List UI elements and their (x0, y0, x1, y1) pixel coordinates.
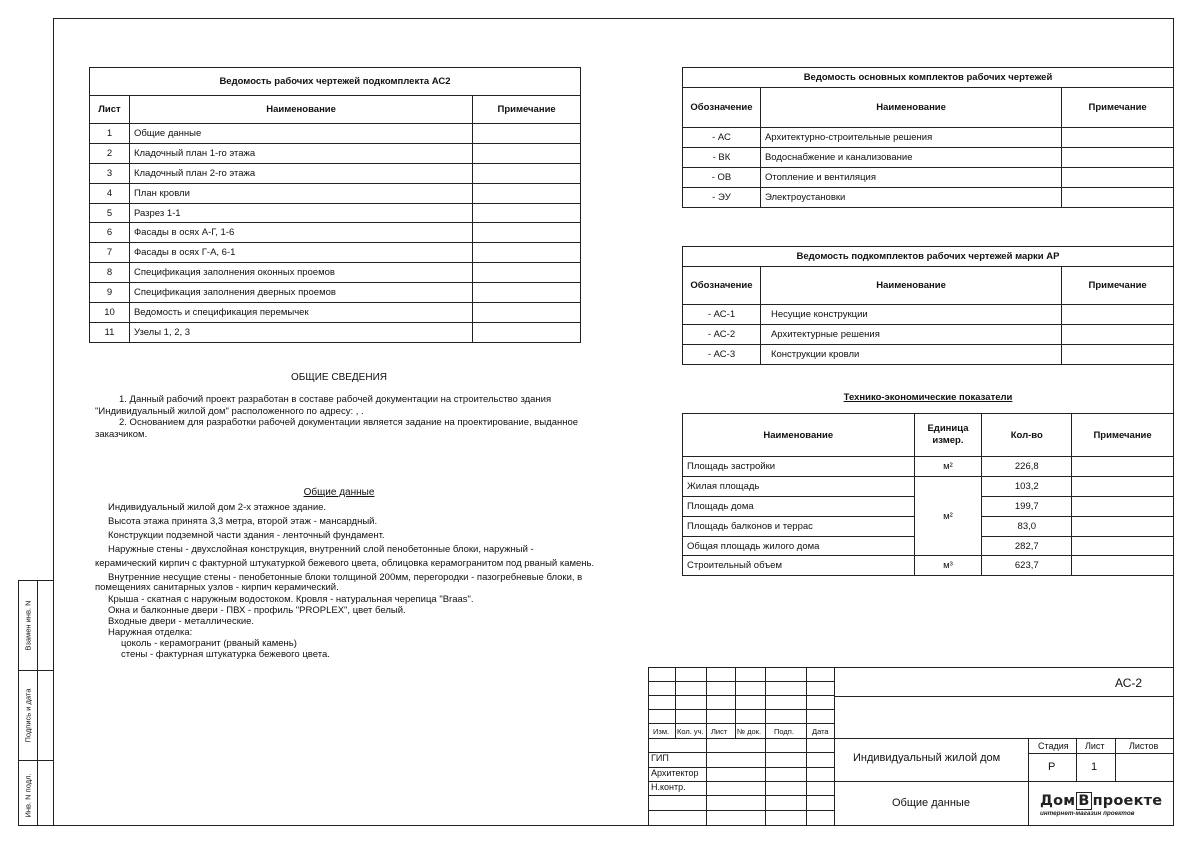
sheet-name: Кладочный план 1-го этажа (129, 143, 472, 163)
indicator-unit: м³ (914, 556, 982, 576)
col-header: Наименование (129, 96, 472, 124)
set-code: - ВК (683, 147, 761, 167)
table-row (90, 263, 581, 283)
general-data-line: керамический кирпич с фактурной штукатуркой бежевого цвета, облицовка керамогранитом под рваный камень. (95, 558, 595, 569)
indicator-note (1072, 516, 1174, 536)
indicator-name: Строительный объем (683, 556, 915, 576)
sheet-number: 8 (90, 263, 130, 283)
sheet-name: Общие данные (129, 124, 472, 144)
table-title: Ведомость подкомплектов рабочих чертежей марки АР (683, 247, 1174, 267)
stamp-line (1115, 738, 1116, 781)
sheet-name: Спецификация заполнения оконных проемов (129, 263, 472, 283)
table-row (90, 203, 581, 223)
set-name: Водоснабжение и канализование (760, 147, 1061, 167)
table-row (90, 322, 581, 342)
main-sets-table (682, 67, 1174, 208)
stamp-line (765, 667, 766, 826)
sheet-value: 1 (1091, 761, 1098, 773)
col-header: Примечание (1072, 414, 1174, 457)
brand-logo (1040, 793, 1164, 821)
subset-note (1062, 344, 1174, 364)
sheet-label: Лист (1085, 741, 1105, 751)
sheet-note (473, 143, 581, 163)
subset-note (1062, 305, 1174, 325)
table-row (90, 124, 581, 144)
sheet-number: 7 (90, 243, 130, 263)
indicator-value: 199,7 (982, 496, 1072, 516)
col-header: Лист (90, 96, 130, 124)
set-code: - ОВ (683, 167, 761, 187)
table-row (90, 143, 581, 163)
sheet-name: Спецификация заполнения дверных проемов (129, 283, 472, 303)
sheet-note (473, 263, 581, 283)
table-row (683, 476, 1174, 496)
general-data-line: Внутренние несущие стены - пенобетонные блоки толщиной 200мм, перегородки - пазогребневые блоки, в (108, 572, 583, 583)
sheet-name: Фасады в осях Г-А, 6-1 (129, 243, 472, 263)
set-note (1062, 147, 1174, 167)
stamp-line (1028, 738, 1029, 826)
col-header: Кол-во (982, 414, 1072, 457)
subset-code: - АС-1 (683, 305, 761, 325)
general-data-line: Окна и балконные двери - ПВХ - профиль "PROPLEX", цвет белый. (108, 605, 406, 616)
sheet-name: Узелы 1, 2, 3 (129, 322, 472, 342)
table-row (90, 223, 581, 243)
col-header: Примечание (1062, 267, 1174, 305)
set-note (1062, 187, 1174, 207)
subset-name: Конструкции кровли (760, 344, 1061, 364)
stage-label: Стадия (1038, 741, 1069, 751)
stamp-line (1076, 738, 1077, 781)
sheet-number: 2 (90, 143, 130, 163)
stamp-col-header: Подп. (774, 727, 794, 736)
stamp-role: Архитектор (651, 768, 699, 778)
indicator-note (1072, 496, 1174, 516)
general-info-title: ОБЩИЕ СВЕДЕНИЯ (291, 372, 387, 383)
tep-title: Технико-экономические показатели (843, 392, 1013, 403)
indicator-name: Жилая площадь (683, 476, 915, 496)
general-info-p1: 1. Данный рабочий проект разработан в составе рабочей документации на строительство здания (119, 394, 552, 405)
general-data-line: стены - фактурная штукатурка бежевого цвета. (121, 649, 330, 660)
side-label-inventory: Инв. N подл. (23, 773, 33, 818)
sheet-note (473, 183, 581, 203)
indicator-note (1072, 536, 1174, 556)
col-header: Единица измер. (914, 414, 982, 457)
general-data-title: Общие данные (303, 487, 375, 498)
indicator-unit: м² (914, 476, 982, 556)
general-data-line: цоколь - керамогранит (рваный камень) (121, 638, 297, 649)
sheets-label: Листов (1129, 741, 1159, 751)
sheet-note (473, 283, 581, 303)
sheet-note (473, 303, 581, 323)
table-row (683, 128, 1174, 148)
table-row (90, 243, 581, 263)
general-data-line: Наружная отделка: (108, 627, 193, 638)
stamp-col-header: Лист (711, 727, 728, 736)
table-row (90, 283, 581, 303)
set-note (1062, 128, 1174, 148)
stamp-line (648, 667, 649, 826)
stamp-line (834, 738, 1174, 739)
indicator-value: 83,0 (982, 516, 1072, 536)
table-title: Ведомость основных комплектов рабочих чертежей (683, 68, 1174, 88)
side-label-signature: Подпись и дата (23, 688, 33, 743)
sheet-name: Общие данные (892, 797, 970, 809)
table-row (683, 324, 1174, 344)
sheet-note (473, 124, 581, 144)
sheet-name: Разрез 1-1 (129, 203, 472, 223)
sheet-note (473, 203, 581, 223)
subset-code: - АС-2 (683, 324, 761, 344)
col-header: Наименование (760, 267, 1061, 305)
set-code: - ЭУ (683, 187, 761, 207)
subset-name: Несущие конструкции (760, 305, 1061, 325)
general-data-line: Крыша - скатная с наружным водостоком. Кровля - натуральная черепица "Braas". (108, 594, 474, 605)
subset-code: - АС-3 (683, 344, 761, 364)
sheet-number: 5 (90, 203, 130, 223)
subset-name: Архитектурные решения (760, 324, 1061, 344)
ac2-sheets-table (89, 67, 581, 343)
table-row (683, 147, 1174, 167)
col-header: Наименование (683, 414, 915, 457)
sheet-note (473, 223, 581, 243)
table-row (683, 167, 1174, 187)
sheet-name: Кладочный план 2-го этажа (129, 163, 472, 183)
table-row (683, 305, 1174, 325)
sheet-note (473, 322, 581, 342)
general-data-line: Индивидуальный жилой дом 2-х этажное здание. (108, 502, 327, 513)
stamp-line (834, 667, 835, 826)
table-title: Ведомость рабочих чертежей подкомплекта АС2 (90, 68, 581, 96)
sheet-note (473, 243, 581, 263)
sheet-name: План кровли (129, 183, 472, 203)
sub-sets-table (682, 246, 1174, 365)
stamp-role: Н.контр. (651, 782, 686, 792)
general-info-p1b: "Индивидуальный жилой дом" расположенного по адресу: , . (95, 405, 364, 417)
table-row (90, 183, 581, 203)
stamp-line (648, 667, 1174, 668)
indicator-name: Площадь застройки (683, 457, 915, 477)
indicator-note (1072, 457, 1174, 477)
sheet-number: 4 (90, 183, 130, 203)
table-row (683, 187, 1174, 207)
general-info-p2: 2. Основанием для разработки рабочей документации является задание на проектирование, выданное (119, 417, 579, 428)
stamp-col-header: № док. (737, 727, 762, 736)
indicator-value: 623,7 (982, 556, 1072, 576)
set-name: Отопление и вентиляция (760, 167, 1061, 187)
col-header: Примечание (473, 96, 581, 124)
logo-part-a: Дом (1040, 793, 1076, 809)
indicator-name: Площадь балконов и террас (683, 516, 915, 536)
col-header: Наименование (760, 88, 1061, 128)
indicator-unit: м² (914, 457, 982, 477)
sheet-number: 11 (90, 322, 130, 342)
general-data-line: помещениях санитарных узлов - кирпич керамический. (95, 582, 339, 593)
stage-value: Р (1048, 761, 1056, 773)
general-data-line: Высота этажа принята 3,3 метра, второй этаж - мансардный. (108, 516, 378, 527)
stamp-col-header: Изм. (653, 727, 670, 736)
table-row (90, 163, 581, 183)
indicator-value: 226,8 (982, 457, 1072, 477)
sheet-number: 9 (90, 283, 130, 303)
sheet-number: 10 (90, 303, 130, 323)
general-info-p2b: заказчиком. (95, 428, 148, 440)
stamp-line (834, 696, 1174, 697)
indicator-note (1072, 556, 1174, 576)
col-header: Обозначение (683, 267, 761, 305)
col-header: Обозначение (683, 88, 761, 128)
side-strip (18, 580, 53, 826)
general-data-line: Наружные стены - двухслойная конструкция, внутренний слой пенобетонные блоки, наружный - (108, 544, 534, 555)
indicator-note (1072, 476, 1174, 496)
set-name: Электроустановки (760, 187, 1061, 207)
stamp-line (834, 781, 1174, 782)
general-data-line: Конструкции подземной части здания - ленточный фундамент. (108, 530, 385, 541)
stamp-line (706, 667, 707, 826)
set-code: - АС (683, 128, 761, 148)
stamp-line (806, 667, 807, 826)
indicator-value: 282,7 (982, 536, 1072, 556)
indicator-value: 103,2 (982, 476, 1072, 496)
stamp-role: ГИП (651, 753, 669, 763)
indicator-name: Площадь дома (683, 496, 915, 516)
sheet-note (473, 163, 581, 183)
indicator-name: Общая площадь жилого дома (683, 536, 915, 556)
logo-tagline: интернет-магазин проектов (1040, 810, 1135, 817)
side-label-replace: Взамен инв. N (23, 600, 33, 651)
project-name: Индивидуальный жилой дом (853, 752, 1001, 764)
set-note (1062, 167, 1174, 187)
stamp-line (1028, 753, 1174, 754)
table-row (683, 457, 1174, 477)
sheet-name: Ведомость и спецификация перемычек (129, 303, 472, 323)
drawing-code: АС-2 (1115, 676, 1143, 690)
table-row (683, 344, 1174, 364)
stamp-line (675, 667, 676, 738)
table-row (90, 303, 581, 323)
logo-part-c: проекте (1092, 793, 1163, 809)
general-data-line: Входные двери - металлические. (108, 616, 255, 627)
sheet-number: 6 (90, 223, 130, 243)
sheet-name: Фасады в осях А-Г, 1-6 (129, 223, 472, 243)
subset-note (1062, 324, 1174, 344)
tep-table (682, 413, 1174, 576)
logo-wordmark (1040, 793, 1164, 809)
stamp-col-header: Кол. уч. (677, 727, 704, 736)
stamp-col-header: Дата (812, 727, 829, 736)
col-header: Примечание (1062, 88, 1174, 128)
sheet-number: 1 (90, 124, 130, 144)
logo-part-b: В (1078, 793, 1090, 809)
stamp-line (735, 667, 736, 738)
set-name: Архитектурно-строительные решения (760, 128, 1061, 148)
sheet-number: 3 (90, 163, 130, 183)
table-row (683, 556, 1174, 576)
